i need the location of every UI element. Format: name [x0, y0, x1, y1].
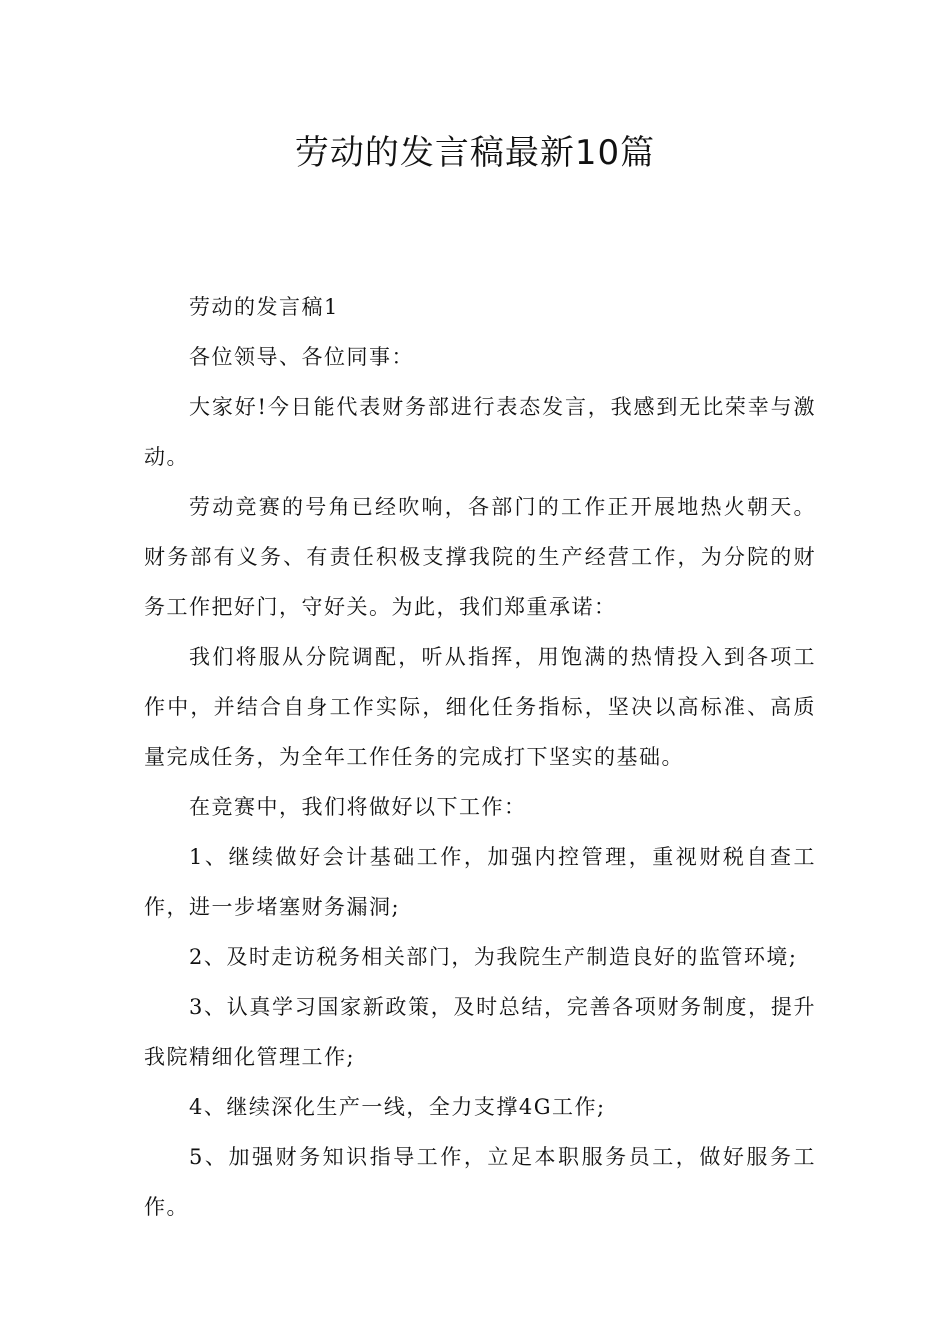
document-title: 劳动的发言稿最新10篇	[294, 133, 656, 173]
list-item: 2、及时走访税务相关部门，为我院生产制造良好的监管环境;	[189, 945, 798, 969]
list-item: 4、继续深化生产一线，全力支撑4G工作;	[189, 1095, 606, 1119]
body-paragraph: 在竞赛中，我们将做好以下工作：	[189, 795, 527, 819]
body-paragraph: 我们将服从分院调配，听从指挥，用饱满的热情投入到各项工作中，并结合自身工作实际，细化任务指标，坚决以高标准、高质量完成任务，为全年工作任务的完成打下坚实的基础。	[144, 645, 816, 769]
body-paragraph: 劳动竞赛的号角已经吹响，各部门的工作正开展地热火朝天。财务部有义务、有责任积极支撑我院的生产经营工作，为分院的财务工作把好门，守好关。为此，我们郑重承诺：	[144, 495, 816, 619]
list-item: 1、继续做好会计基础工作，加强内控管理，重视财税自查工作，进一步堵塞财务漏洞;	[144, 845, 816, 919]
list-item: 3、认真学习国家新政策，及时总结，完善各项财务制度，提升我院精细化管理工作;	[144, 995, 816, 1069]
list-item: 5、加强财务知识指导工作，立足本职服务员工，做好服务工作。	[144, 1145, 816, 1219]
document-body	[144, 282, 816, 1232]
section-heading: 劳动的发言稿1	[189, 295, 339, 319]
body-paragraph: 大家好!今日能代表财务部进行表态发言，我感到无比荣幸与激动。	[144, 395, 816, 469]
salutation: 各位领导、各位同事：	[189, 345, 414, 369]
